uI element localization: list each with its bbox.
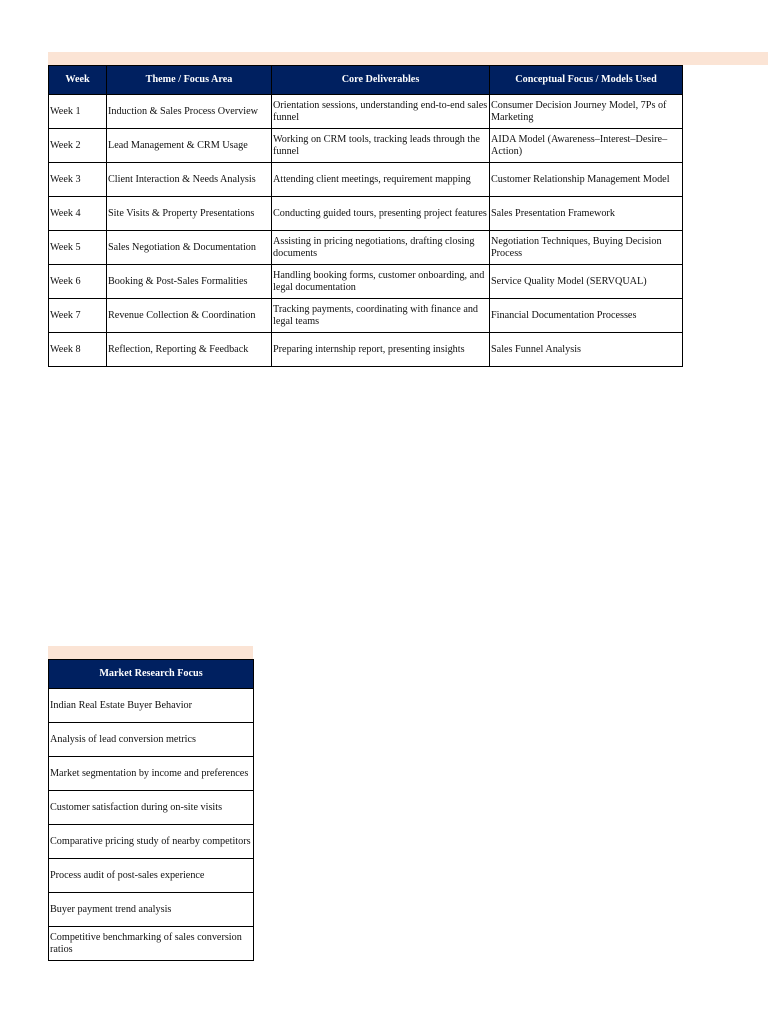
table-row	[49, 757, 254, 791]
research-item-cell: Market segmentation by income and preferences	[49, 757, 254, 791]
week-cell: Week 6	[49, 265, 107, 299]
research-item-cell: Customer satisfaction during on-site visits	[49, 791, 254, 825]
table-row	[49, 299, 683, 333]
research-item-cell: Process audit of post-sales experience	[49, 859, 254, 893]
deliverables-cell: Orientation sessions, understanding end-to-end sales funnel	[272, 95, 490, 129]
deliverables-cell: Tracking payments, coordinating with finance and legal teams	[272, 299, 490, 333]
theme-cell: Lead Management & CRM Usage	[107, 129, 272, 163]
research-item-cell: Comparative pricing study of nearby competitors	[49, 825, 254, 859]
theme-cell: Sales Negotiation & Documentation	[107, 231, 272, 265]
research-item-cell: Analysis of lead conversion metrics	[49, 723, 254, 757]
header-market-research: Market Research Focus	[49, 660, 254, 689]
header-concepts: Conceptual Focus / Models Used	[490, 66, 683, 95]
research-item-cell: Indian Real Estate Buyer Behavior	[49, 689, 254, 723]
table-header-row	[49, 660, 254, 689]
header-deliverables: Core Deliverables	[272, 66, 490, 95]
concepts-cell: Service Quality Model (SERVQUAL)	[490, 265, 683, 299]
table-row	[49, 893, 254, 927]
table-row	[49, 927, 254, 961]
table-header-row	[49, 66, 683, 95]
concepts-cell: Sales Funnel Analysis	[490, 333, 683, 367]
deliverables-cell: Attending client meetings, requirement mapping	[272, 163, 490, 197]
deliverables-cell: Assisting in pricing negotiations, drafting closing documents	[272, 231, 490, 265]
concepts-cell: AIDA Model (Awareness–Interest–Desire–Action)	[490, 129, 683, 163]
accent-band-top	[48, 52, 768, 65]
theme-cell: Client Interaction & Needs Analysis	[107, 163, 272, 197]
research-item-cell: Competitive benchmarking of sales conversion ratios	[49, 927, 254, 961]
week-cell: Week 2	[49, 129, 107, 163]
table-row	[49, 689, 254, 723]
research-item-cell: Buyer payment trend analysis	[49, 893, 254, 927]
header-theme: Theme / Focus Area	[107, 66, 272, 95]
table-row	[49, 129, 683, 163]
theme-cell: Reflection, Reporting & Feedback	[107, 333, 272, 367]
deliverables-cell: Working on CRM tools, tracking leads through the funnel	[272, 129, 490, 163]
table-row	[49, 163, 683, 197]
concepts-cell: Sales Presentation Framework	[490, 197, 683, 231]
table-row	[49, 723, 254, 757]
week-cell: Week 5	[49, 231, 107, 265]
theme-cell: Revenue Collection & Coordination	[107, 299, 272, 333]
week-cell: Week 8	[49, 333, 107, 367]
table-row	[49, 791, 254, 825]
table-row	[49, 333, 683, 367]
deliverables-cell: Preparing internship report, presenting insights	[272, 333, 490, 367]
concepts-cell: Customer Relationship Management Model	[490, 163, 683, 197]
table-row	[49, 265, 683, 299]
accent-band-bottom	[48, 646, 253, 659]
table-row	[49, 95, 683, 129]
market-research-table	[48, 659, 254, 961]
week-cell: Week 3	[49, 163, 107, 197]
table-row	[49, 231, 683, 265]
deliverables-cell: Conducting guided tours, presenting project features	[272, 197, 490, 231]
concepts-cell: Negotiation Techniques, Buying Decision Process	[490, 231, 683, 265]
week-cell: Week 4	[49, 197, 107, 231]
table-row	[49, 197, 683, 231]
weekly-plan-table	[48, 65, 683, 367]
theme-cell: Site Visits & Property Presentations	[107, 197, 272, 231]
week-cell: Week 1	[49, 95, 107, 129]
concepts-cell: Financial Documentation Processes	[490, 299, 683, 333]
deliverables-cell: Handling booking forms, customer onboarding, and legal documentation	[272, 265, 490, 299]
week-cell: Week 7	[49, 299, 107, 333]
table-row	[49, 859, 254, 893]
header-week: Week	[49, 66, 107, 95]
table-row	[49, 825, 254, 859]
concepts-cell: Consumer Decision Journey Model, 7Ps of Marketing	[490, 95, 683, 129]
theme-cell: Induction & Sales Process Overview	[107, 95, 272, 129]
theme-cell: Booking & Post-Sales Formalities	[107, 265, 272, 299]
